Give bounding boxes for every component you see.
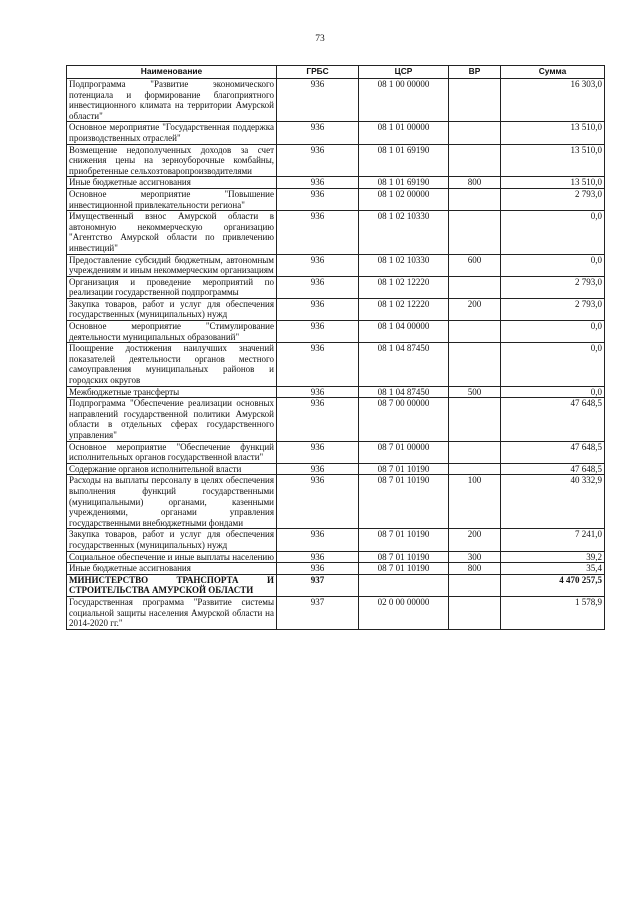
cell-grbs: 936 bbox=[277, 398, 359, 441]
cell-csr: 08 7 01 10190 bbox=[359, 551, 449, 563]
cell-csr: 08 1 02 12220 bbox=[359, 276, 449, 298]
cell-csr: 08 1 02 12220 bbox=[359, 298, 449, 320]
table-row bbox=[67, 596, 605, 629]
cell-name: Основное мероприятие "Повышение инвестиционной привлекательности региона" bbox=[67, 188, 277, 210]
table-row bbox=[67, 475, 605, 529]
table-row bbox=[67, 188, 605, 210]
cell-vr bbox=[449, 596, 501, 629]
cell-vr: 600 bbox=[449, 254, 501, 276]
cell-name: Социальное обеспечение и иные выплаты населению bbox=[67, 551, 277, 563]
cell-csr: 08 7 01 10190 bbox=[359, 563, 449, 575]
cell-sum: 2 793,0 bbox=[501, 298, 605, 320]
cell-sum: 0,0 bbox=[501, 343, 605, 386]
cell-name: Государственная программа "Развитие системы социальной защиты населения Амурской области на 2014-2020 гг." bbox=[67, 596, 277, 629]
cell-vr bbox=[449, 398, 501, 441]
cell-grbs: 936 bbox=[277, 122, 359, 144]
cell-grbs: 936 bbox=[277, 475, 359, 529]
cell-grbs: 936 bbox=[277, 343, 359, 386]
cell-sum: 1 578,9 bbox=[501, 596, 605, 629]
cell-name: Поощрение достижения наилучших значений показателей деятельности органов местного самоуправления муниципальных районов и городских округов bbox=[67, 343, 277, 386]
cell-vr: 200 bbox=[449, 298, 501, 320]
cell-vr: 300 bbox=[449, 551, 501, 563]
cell-vr bbox=[449, 441, 501, 463]
cell-grbs: 936 bbox=[277, 276, 359, 298]
cell-csr: 08 7 01 00000 bbox=[359, 441, 449, 463]
header-vr: ВР bbox=[449, 66, 501, 79]
cell-sum: 39,2 bbox=[501, 551, 605, 563]
cell-vr bbox=[449, 343, 501, 386]
cell-name: Предоставление субсидий бюджетным, автономным учреждениям и иным некоммерческим организациям bbox=[67, 254, 277, 276]
cell-name: Основное мероприятие "Государственная поддержка производственных отраслей" bbox=[67, 122, 277, 144]
cell-csr: 08 1 02 10330 bbox=[359, 211, 449, 254]
cell-vr: 200 bbox=[449, 529, 501, 551]
table-row bbox=[67, 79, 605, 122]
cell-grbs: 936 bbox=[277, 563, 359, 575]
table-row bbox=[67, 144, 605, 177]
cell-name: Иные бюджетные ассигнования bbox=[67, 563, 277, 575]
cell-grbs: 936 bbox=[277, 298, 359, 320]
cell-sum: 47 648,5 bbox=[501, 398, 605, 441]
cell-name: Имущественный взнос Амурской области в автономную некоммерческую организацию "Агентство Амурской области по привлечению инвестиций" bbox=[67, 211, 277, 254]
table-row bbox=[67, 343, 605, 386]
cell-csr: 08 1 01 00000 bbox=[359, 122, 449, 144]
cell-vr bbox=[449, 321, 501, 343]
table-header-row bbox=[67, 66, 605, 79]
cell-csr: 08 7 00 00000 bbox=[359, 398, 449, 441]
cell-csr: 08 7 01 10190 bbox=[359, 475, 449, 529]
budget-table bbox=[66, 65, 605, 630]
cell-vr bbox=[449, 188, 501, 210]
table-row bbox=[67, 122, 605, 144]
cell-grbs: 936 bbox=[277, 254, 359, 276]
cell-name: МИНИСТЕРСТВО ТРАНСПОРТА И СТРОИТЕЛЬСТВА АМУРСКОЙ ОБЛАСТИ bbox=[67, 574, 277, 596]
cell-csr: 08 7 01 10190 bbox=[359, 529, 449, 551]
cell-grbs: 936 bbox=[277, 386, 359, 398]
header-csr: ЦСР bbox=[359, 66, 449, 79]
cell-csr: 02 0 00 00000 bbox=[359, 596, 449, 629]
cell-grbs: 936 bbox=[277, 529, 359, 551]
cell-sum: 35,4 bbox=[501, 563, 605, 575]
cell-name: Иные бюджетные ассигнования bbox=[67, 177, 277, 189]
cell-grbs: 937 bbox=[277, 574, 359, 596]
cell-sum: 47 648,5 bbox=[501, 463, 605, 475]
table-row bbox=[67, 398, 605, 441]
cell-csr: 08 1 00 00000 bbox=[359, 79, 449, 122]
table-row bbox=[67, 177, 605, 189]
cell-name: Основное мероприятие "Обеспечение функций исполнительных органов государственной власти" bbox=[67, 441, 277, 463]
cell-vr bbox=[449, 211, 501, 254]
cell-csr: 08 1 04 87450 bbox=[359, 386, 449, 398]
cell-vr bbox=[449, 79, 501, 122]
cell-vr bbox=[449, 122, 501, 144]
cell-csr: 08 1 04 00000 bbox=[359, 321, 449, 343]
cell-csr bbox=[359, 574, 449, 596]
cell-grbs: 936 bbox=[277, 551, 359, 563]
cell-sum: 0,0 bbox=[501, 254, 605, 276]
table-row bbox=[67, 529, 605, 551]
table-row bbox=[67, 551, 605, 563]
cell-csr: 08 1 04 87450 bbox=[359, 343, 449, 386]
cell-grbs: 936 bbox=[277, 441, 359, 463]
cell-name: Подпрограмма "Развитие экономического потенциала и формирование благоприятного инвестиционного климата на территории Амурской области" bbox=[67, 79, 277, 122]
table-row bbox=[67, 386, 605, 398]
cell-grbs: 936 bbox=[277, 211, 359, 254]
table-row bbox=[67, 211, 605, 254]
cell-name: Межбюджетные трансферты bbox=[67, 386, 277, 398]
cell-sum: 7 241,0 bbox=[501, 529, 605, 551]
page-number: 73 bbox=[315, 34, 325, 44]
table-row bbox=[67, 276, 605, 298]
cell-csr: 08 7 01 10190 bbox=[359, 463, 449, 475]
cell-grbs: 937 bbox=[277, 596, 359, 629]
cell-grbs: 936 bbox=[277, 188, 359, 210]
header-sum: Сумма bbox=[501, 66, 605, 79]
cell-sum: 0,0 bbox=[501, 211, 605, 254]
table-body bbox=[67, 79, 605, 630]
cell-name: Возмещение недополученных доходов за счет снижения цены на зерноуборочные комбайны, приобретенные сельхозтоваропроизводителями bbox=[67, 144, 277, 177]
cell-vr bbox=[449, 463, 501, 475]
cell-vr: 800 bbox=[449, 177, 501, 189]
cell-sum: 2 793,0 bbox=[501, 188, 605, 210]
cell-vr bbox=[449, 276, 501, 298]
cell-grbs: 936 bbox=[277, 177, 359, 189]
cell-sum: 13 510,0 bbox=[501, 177, 605, 189]
cell-name: Подпрограмма "Обеспечение реализации основных направлений государственной политики Амурской области в отдельных сферах государственного управления" bbox=[67, 398, 277, 441]
cell-vr: 100 bbox=[449, 475, 501, 529]
table-row bbox=[67, 463, 605, 475]
cell-sum: 16 303,0 bbox=[501, 79, 605, 122]
table-row bbox=[67, 441, 605, 463]
cell-csr: 08 1 01 69190 bbox=[359, 177, 449, 189]
cell-grbs: 936 bbox=[277, 144, 359, 177]
cell-csr: 08 1 02 00000 bbox=[359, 188, 449, 210]
cell-name: Расходы на выплаты персоналу в целях обеспечения выполнения функций государственными (муниципальными) органами, казенными учреждениями, органами управления государственными внебюджетными фондами bbox=[67, 475, 277, 529]
cell-grbs: 936 bbox=[277, 321, 359, 343]
cell-csr: 08 1 01 69190 bbox=[359, 144, 449, 177]
table-row bbox=[67, 298, 605, 320]
cell-sum: 2 793,0 bbox=[501, 276, 605, 298]
header-name: Наименование bbox=[67, 66, 277, 79]
cell-name: Закупка товаров, работ и услуг для обеспечения государственных (муниципальных) нужд bbox=[67, 529, 277, 551]
table-row bbox=[67, 563, 605, 575]
cell-sum: 47 648,5 bbox=[501, 441, 605, 463]
cell-grbs: 936 bbox=[277, 79, 359, 122]
cell-sum: 13 510,0 bbox=[501, 122, 605, 144]
table-row bbox=[67, 574, 605, 596]
cell-sum: 13 510,0 bbox=[501, 144, 605, 177]
cell-vr: 800 bbox=[449, 563, 501, 575]
cell-name: Содержание органов исполнительной власти bbox=[67, 463, 277, 475]
cell-sum: 4 470 257,5 bbox=[501, 574, 605, 596]
header-grbs: ГРБС bbox=[277, 66, 359, 79]
cell-csr: 08 1 02 10330 bbox=[359, 254, 449, 276]
cell-name: Организация и проведение мероприятий по реализации государственной подпрограммы bbox=[67, 276, 277, 298]
table-row bbox=[67, 321, 605, 343]
cell-vr bbox=[449, 144, 501, 177]
cell-vr: 500 bbox=[449, 386, 501, 398]
cell-sum: 40 332,9 bbox=[501, 475, 605, 529]
cell-vr bbox=[449, 574, 501, 596]
cell-name: Основное мероприятие "Стимулирование деятельности муниципальных образований" bbox=[67, 321, 277, 343]
cell-sum: 0,0 bbox=[501, 321, 605, 343]
cell-grbs: 936 bbox=[277, 463, 359, 475]
table-row bbox=[67, 254, 605, 276]
cell-sum: 0,0 bbox=[501, 386, 605, 398]
cell-name: Закупка товаров, работ и услуг для обеспечения государственных (муниципальных) нужд bbox=[67, 298, 277, 320]
